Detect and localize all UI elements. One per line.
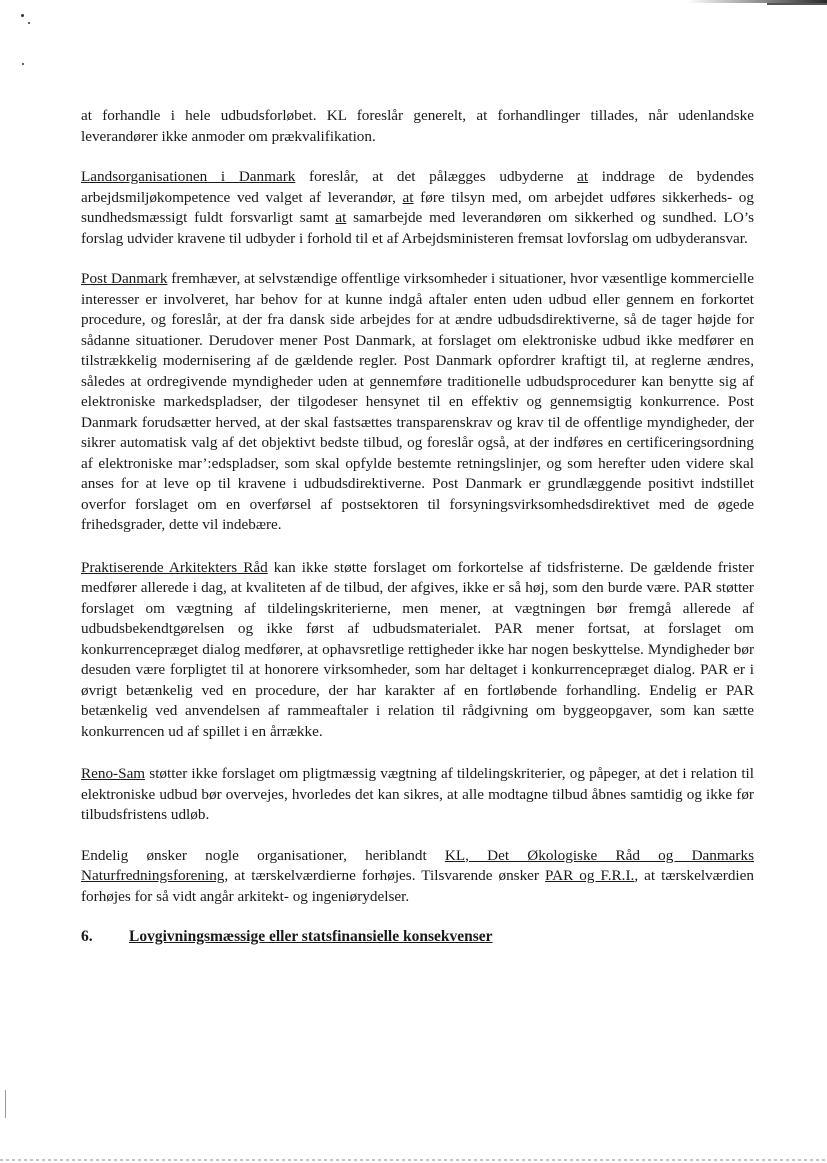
body-paragraph	[81, 167, 754, 249]
body-paragraph	[81, 269, 754, 536]
scan-speck	[21, 14, 24, 17]
paragraph-text: Endelig ønsker nogle organisationer, heriblandt	[81, 846, 445, 864]
paragraph-text: fremhæver, at selvstændige offentlige virksomheder i situationer, hvor væsentlige kommercielle interesser er involveret, har behov for at kunne indgå aftaler enten uden udbud eller gennem en forkortet procedure, og foreslår, at der fra dansk side arbejdes for at ændre udbudsdirektiverne, så de tager højde for sådanne situationer. Derudover mener Post Danmark, at forslaget om elektroniske udbud ikke medfører en tilstrækkelig modernisering af de gældende regler. Post Danmark opfordrer kraftigt til, at reglerne ændres, således at ordregivende myndigheder uden at gennemføre traditionelle udbudsprocedurer kan benytte sig af elektroniske markedspladser, der tilgodeser hensynet til en effektiv og gennemsigtig konkurrence. Post Danmark forudsætter herved, at der skal fastsættes transparenskrav og krav til de offentlige myndigheder, der sikrer automatisk valg af det objektivt bedste tilbud, og foreslår også, at der indføres en certificeringsordning af elektroniske mar’:edspladser, som skal opfylde bestemte retningslinjer, og som herefter uden videre skal anses for at leve op til kravene i udbudsdirektiverne. Post Danmark er grundlæggende positivt indstillet overfor forslaget om en overførsel af postsektoren til forsyningsvirksomhedsdirektivet med de øgede frihedsgrader, dette vil indebære.	[81, 270, 754, 533]
scan-edge-top-dark	[767, 3, 827, 5]
paragraph-text: samarbejde med leverandøren om sikkerhed og sundhed. LO’s forslag udvider kravene til udbyder i forhold til et af Arbejdsministeren fremsat lovforslag om udbyderansvar.	[81, 209, 755, 247]
underlined-reference: at	[335, 209, 347, 226]
paragraph-text: støtter ikke forslaget om pligtmæssig vægtning af tildelingskriterier, og påpeger, at det i relation til elektroniske udbud bør overvejes, hvorledes det kan sikres, at alle modtagne tilbud åbnes samtidig og ikke før tilbudsfristens udløb.	[81, 765, 754, 823]
underlined-reference: Post Danmark	[81, 270, 168, 287]
paragraph-text: , at tærskelværdien forhøjes for så vidt angår arkitekt- og ingeniørydelser.	[81, 867, 754, 905]
scan-edge-bottom	[0, 1159, 827, 1161]
scan-speck	[22, 63, 24, 65]
section-title: Lovgivningsmæssige eller statsfinansielle konsekvenser	[129, 928, 493, 945]
paragraph-text: inddrage de bydendes arbejdsmiljøkompetence ved valget af leverandør,	[81, 168, 754, 206]
underlined-reference: KL, Det Økologiske Råd og Danmarks Naturfredningsforening	[81, 846, 754, 884]
body-paragraph	[81, 558, 754, 743]
paragraph-text: foreslår, at det pålægges udbyderne	[295, 168, 578, 185]
paragraph-text: føre tilsyn med, om arbejdet udføres sikkerheds- og sundhedsmæssigt fuldt forsvarligt samt	[81, 188, 754, 226]
underlined-reference: PAR og F.R.I.	[545, 867, 635, 884]
section-number: 6.	[81, 928, 93, 945]
document-page	[81, 106, 754, 947]
scan-speck	[28, 22, 30, 24]
body-paragraph	[81, 106, 754, 147]
document-body	[81, 106, 754, 907]
paragraph-text: at forhandle i hele udbudsforløbet. KL foreslår generelt, at forhandlinger tillades, når udenlandske leverandører ikke anmoder om prækvalifikation.	[81, 107, 754, 145]
underlined-reference: Praktiserende Arkitekters Råd	[81, 558, 268, 576]
section-heading	[81, 927, 754, 947]
underlined-reference: at	[577, 168, 589, 185]
scan-margin-mark	[5, 1090, 6, 1118]
underlined-reference: at	[402, 188, 414, 206]
underlined-reference: Reno-Sam	[81, 765, 146, 782]
underlined-reference: Landsorganisationen i Danmark	[81, 168, 296, 185]
paragraph-text: kan ikke støtte forslaget om forkortelse af tidsfristerne. De gældende frister medfører allerede i dag, at kvaliteten af de tilbud, der afgives, ikke er så høj, som den burde være. PAR støtter forslaget om vægtning af tildelingskriterierne, men mener, at vægtningen bør fremgå allerede af udbudsbekendtgørelsen og ikke først af udbudsmaterialet. PAR mener fortsat, at forslaget om konkurrencepræget dialog medfører, at ophavsretlige rettigheder ikke har nogen beskyttelse. Myndigheder bør desuden være forpligtet til at honorere virksomheder, som har deltaget i konkurrencepræget dialog. PAR er i øvrigt betænkelig ved en procedure, der har karakter af en fortløbende forhandling. Endelig er PAR betænkelig ved anvendelsen af rammeaftaler i relation til rådgivning om byggeopgaver, som kan sætte konkurrencen ud af spillet i en årrække.	[81, 558, 755, 740]
body-paragraph	[81, 764, 754, 826]
paragraph-text: , at tærskelværdierne forhøjes. Tilsvarende ønsker	[224, 867, 546, 884]
body-paragraph	[81, 846, 754, 908]
